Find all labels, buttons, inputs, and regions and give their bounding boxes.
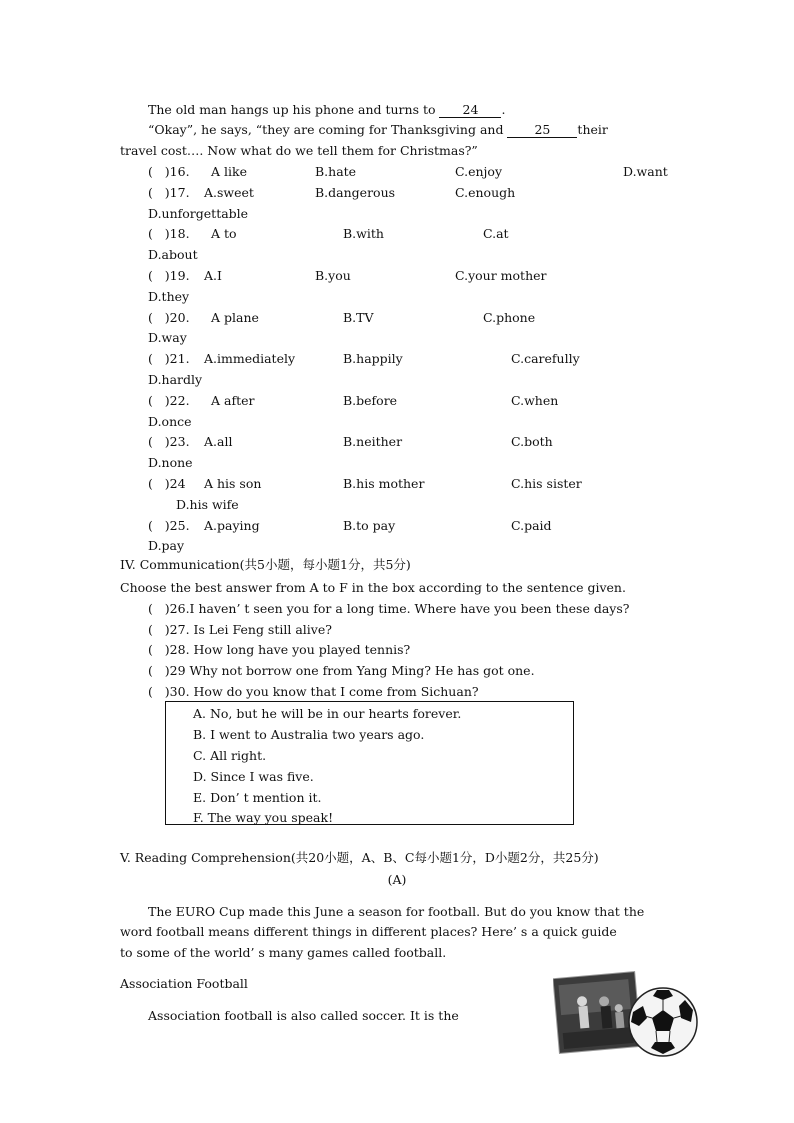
intro-line-1	[148, 102, 505, 118]
option-a: A.immediately	[204, 351, 296, 366]
option-b: B.happily	[343, 351, 403, 366]
option-d: D.about	[148, 247, 198, 262]
blank-25: 25	[507, 123, 577, 138]
intro-text: “Okay”, he says, “they are coming for Thanksgiving and	[148, 122, 508, 137]
option-a: A like	[211, 164, 247, 179]
question-number: ( )16.	[148, 164, 190, 179]
soccer-ball-icon	[629, 988, 697, 1056]
answer-option: F. The way you speak!	[193, 810, 334, 825]
option-c: C.both	[511, 434, 553, 449]
question-number: ( )20.	[148, 310, 190, 325]
option-a: A.all	[204, 434, 233, 449]
option-c: C.paid	[511, 518, 552, 533]
section-5-heading: V. Reading Comprehension(共20小题，A、B、C每小题1分，D小题2分，共25分)	[120, 850, 599, 865]
option-d: D.none	[148, 455, 193, 470]
option-c: C.your mother	[455, 268, 547, 283]
option-b: B.before	[343, 393, 398, 408]
option-b: B.to pay	[343, 518, 396, 533]
passage-label: (A)	[387, 872, 407, 887]
paragraph-line: The EURO Cup made this June a season for football. But do you know that the	[148, 904, 645, 919]
paragraph-line: word football means different things in different places? Here’ s a quick guide	[120, 924, 617, 939]
option-d: D.want	[623, 164, 668, 179]
communication-item: ( )28. How long have you played tennis?	[148, 642, 411, 657]
subheading: Association Football	[120, 976, 248, 991]
blank-24: 24	[439, 103, 501, 118]
communication-item: ( )27. Is Lei Feng still alive?	[148, 622, 332, 637]
section-4-heading: IV. Communication(共5小题，每小题1分，共5分)	[120, 557, 411, 572]
option-c: C.carefully	[511, 351, 580, 366]
option-a: A his son	[204, 476, 262, 491]
option-b: B.you	[315, 268, 351, 283]
option-c: C.enough	[455, 185, 516, 200]
option-c: C.at	[483, 226, 509, 241]
intro-line-3: travel cost…. Now what do we tell them for Christmas?”	[120, 143, 478, 158]
option-c: C.phone	[483, 310, 536, 325]
question-number: ( )17.	[148, 185, 190, 200]
intro-line-2	[148, 122, 608, 138]
question-number: ( )21.	[148, 351, 190, 366]
paragraph-line: Association football is also called soccer. It is the	[148, 1008, 459, 1023]
option-d: D.unforgettable	[148, 206, 249, 221]
communication-item: ( )26.I haven’ t seen you for a long time. Where have you been these days?	[148, 601, 630, 616]
option-d: D.once	[148, 414, 192, 429]
option-d: D.they	[148, 289, 190, 304]
option-d: D.hardly	[148, 372, 203, 387]
option-b: B.neither	[343, 434, 403, 449]
section-4-instruction: Choose the best answer from A to F in the box according to the sentence given.	[120, 580, 626, 595]
question-number: ( )24	[148, 476, 186, 491]
question-number: ( )22.	[148, 393, 190, 408]
option-a: A.sweet	[204, 185, 254, 200]
answer-option: A. No, but he will be in our hearts forever.	[193, 706, 462, 721]
option-a: A.I	[204, 268, 222, 283]
intro-text: their	[577, 122, 608, 137]
question-number: ( )18.	[148, 226, 190, 241]
question-number: ( )25.	[148, 518, 190, 533]
intro-text: The old man hangs up his phone and turns to	[148, 102, 440, 117]
answer-options-box	[165, 701, 574, 825]
option-c: C.enjoy	[455, 164, 503, 179]
option-c: C.his sister	[511, 476, 582, 491]
option-d: D.his wife	[176, 497, 239, 512]
answer-option: B. I went to Australia two years ago.	[193, 727, 425, 742]
football-photo	[553, 970, 701, 1065]
option-d: D.way	[148, 330, 187, 345]
option-a: A.paying	[204, 518, 260, 533]
option-b: B.his mother	[343, 476, 425, 491]
communication-item: ( )29 Why not borrow one from Yang Ming? He has got one.	[148, 663, 535, 678]
intro-text: .	[501, 102, 506, 117]
option-b: B.TV	[343, 310, 374, 325]
option-a: A after	[211, 393, 255, 408]
option-a: A plane	[211, 310, 259, 325]
question-number: ( )19.	[148, 268, 190, 283]
answer-option: E. Don’ t mention it.	[193, 790, 322, 805]
option-b: B.with	[343, 226, 384, 241]
option-d: D.pay	[148, 538, 185, 553]
option-a: A to	[211, 226, 237, 241]
answer-option: D. Since I was five.	[193, 769, 314, 784]
option-b: B.dangerous	[315, 185, 396, 200]
option-b: B.hate	[315, 164, 357, 179]
communication-item: ( )30. How do you know that I come from Sichuan?	[148, 684, 479, 699]
question-number: ( )23.	[148, 434, 190, 449]
paragraph-line: to some of the world’ s many games called football.	[120, 945, 447, 960]
answer-option: C. All right.	[193, 748, 267, 763]
option-c: C.when	[511, 393, 559, 408]
